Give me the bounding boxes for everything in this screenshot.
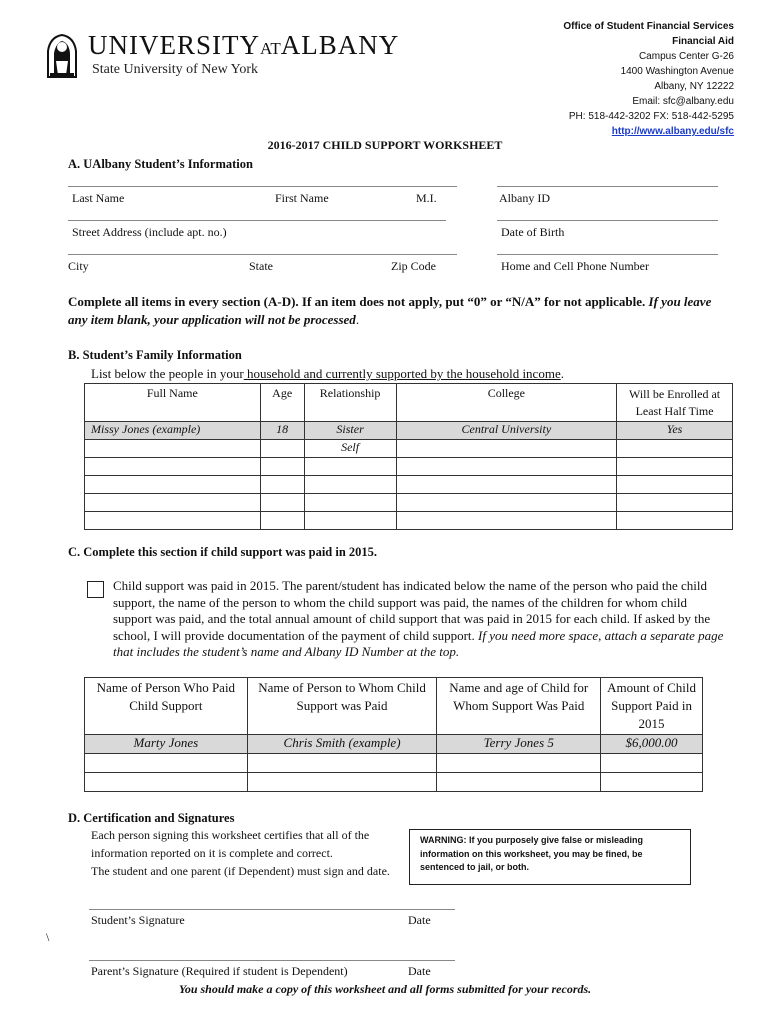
table-row-example [85,735,703,754]
child-support-table-header [85,678,703,735]
office-title: Office of Student Financial Services [563,21,734,32]
phone-label: Home and Cell Phone Number [501,259,649,273]
phone-input-line[interactable] [497,254,718,255]
albany-id-label: Albany ID [499,191,550,205]
notice-bold-text: Complete all items in every section (A-D). If an item does not apply, put “0” or “N/A” for not applicable. [68,294,646,309]
office-contact-block [563,19,734,139]
col-college: College [396,384,617,422]
notice-italic-text: If you leave any item blank, your application will not be processed [68,294,712,327]
table-row[interactable] [85,754,703,773]
office-dept: Financial Aid [672,36,734,47]
family-table-header [85,384,733,422]
office-phone-fax: PH: 518-442-3202 FX: 518-442-5295 [568,111,734,122]
col-payee: Name of Person to Whom Child Support was Paid [247,678,437,735]
child-support-table [84,677,703,792]
col-amount: Amount of Child Support Paid in 2015 [601,678,703,735]
table-row[interactable] [85,773,703,792]
cell-input[interactable] [260,440,304,458]
table-row[interactable] [85,494,733,512]
dob-input-line[interactable] [497,220,718,221]
street-address-input-line[interactable] [68,220,446,221]
child-support-paid-checkbox[interactable] [87,581,104,598]
warning-box: WARNING: If you purposely give false or misleading information on this worksheet, you may be fined, be sentenced to jail, or both. [409,829,691,885]
section-b-intro: List below the people in your household and currently supported by the household income. [91,366,564,381]
section-c-statement: Child support was paid in 2015. The parent/student has indicated below the name of the person who paid the child support, the name of the person to whom the child support was paid, the names of the children for whom child support was paid, and the total annual amount of child support that was paid in 2015 for each child. If asked by the school, I will provide documentation of the payment of child support. If you need more space, attach a separate page that includes the student’s name and Albany ID Number at the top. [113,578,724,659]
parent-signature-line[interactable] [89,960,455,961]
family-table [84,383,733,530]
section-a-heading: A. UAlbany Student’s Information [68,157,253,171]
example-full-name: Missy Jones (example) [85,422,261,440]
last-name-label: Last Name [72,191,125,205]
city-label: City [68,259,89,273]
mi-label: M.I. [416,191,437,205]
student-date-label: Date [408,913,431,927]
section-d-heading: D. Certification and Signatures [68,811,235,825]
completion-notice: Complete all items in every section (A-D). If an item does not apply, put “0” or “N/A” for not applicable. If you leave any item blank, your application will not be processed. [68,294,712,327]
albany-id-input-line[interactable] [497,186,718,187]
university-seal-logo [42,31,82,84]
self-relationship-cell: Self [304,440,396,458]
example-child: Terry Jones 5 [437,735,601,754]
table-row[interactable] [85,458,733,476]
student-signature-line[interactable] [89,909,455,910]
address-line-2: 1400 Washington Avenue [620,66,734,77]
dob-label: Date of Birth [501,225,565,239]
name-input-line[interactable] [68,186,457,187]
city-state-zip-input-line[interactable] [68,254,457,255]
table-row-example [85,422,733,440]
section-b-heading: B. Student’s Family Information [68,348,242,362]
state-label: State [249,259,273,273]
first-name-label: First Name [275,191,329,205]
example-enrolled: Yes [617,422,733,440]
example-payee: Chris Smith (example) [247,735,437,754]
address-line-3: Albany, NY 12222 [654,81,734,92]
office-email: Email: sfc@albany.edu [632,96,734,107]
parent-date-label: Date [408,964,431,978]
footer-note: You should make a copy of this worksheet and all forms submitted for your records. [178,982,592,996]
col-child: Name and age of Child for Whom Support Was Paid [437,678,601,735]
col-age: Age [260,384,304,422]
cell-input[interactable] [617,440,733,458]
table-row[interactable] [85,476,733,494]
worksheet-title: 2016-2017 CHILD SUPPORT WORKSHEET [267,138,503,152]
col-payer: Name of Person Who Paid Child Support [85,678,248,735]
table-row[interactable] [85,512,733,530]
table-row[interactable] [85,440,733,458]
example-age: 18 [260,422,304,440]
office-website-link[interactable]: http://www.albany.edu/sfc [611,126,734,137]
section-c-heading: C. Complete this section if child support was paid in 2015. [68,545,378,559]
street-address-label: Street Address (include apt. no.) [72,225,227,239]
col-enrolled: Will be Enrolled at Least Half Time [617,384,733,422]
address-line-1: Campus Center G-26 [638,51,734,62]
parent-signature-label: Parent’s Signature (Required if student is Dependent) [91,964,348,978]
col-full-name: Full Name [85,384,261,422]
university-wordmark: UNIVERSITYATALBANY [88,30,400,60]
certification-text: Each person signing this worksheet certifies that all of the information reported on it is complete and correct. The student and one parent (if Dependent) must sign and date. [91,828,390,878]
university-subtitle: State University of New York [92,62,259,77]
example-payer: Marty Jones [85,735,248,754]
example-relationship: Sister [304,422,396,440]
cell-input[interactable] [396,440,617,458]
stray-mark: \ [46,930,50,944]
student-signature-label: Student’s Signature [91,913,185,927]
cell-input[interactable] [85,440,261,458]
zip-label: Zip Code [391,259,436,273]
example-amount: $6,000.00 [601,735,703,754]
example-college: Central University [396,422,617,440]
col-relationship: Relationship [304,384,396,422]
